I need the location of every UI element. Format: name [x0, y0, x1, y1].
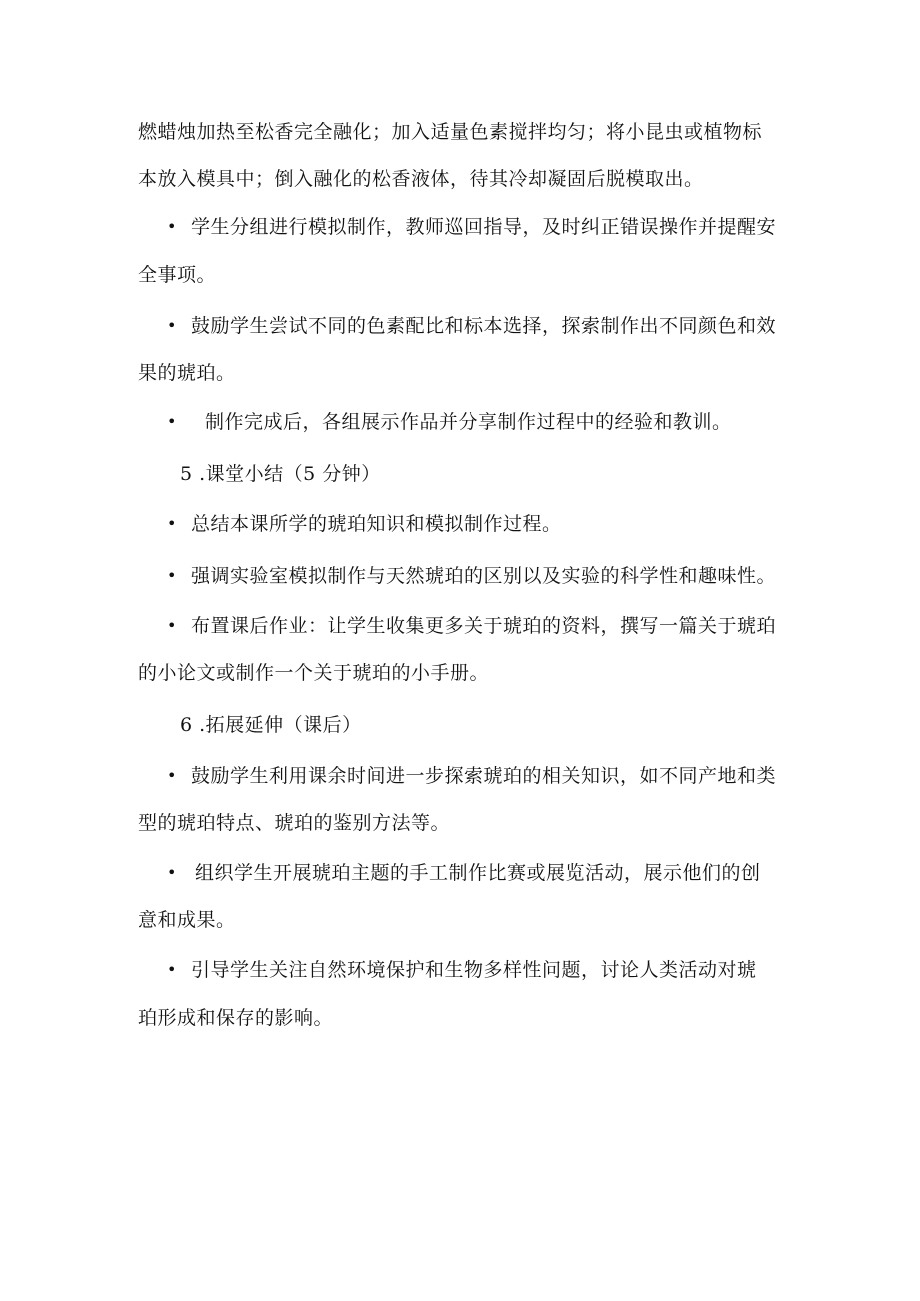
list-item-line: 鼓励学生利用课余时间进一步探索琥珀的相关知识，如不同产地和类: [191, 765, 777, 787]
bullet-icon: •: [167, 412, 177, 431]
bullet-icon: •: [167, 960, 177, 979]
bullet-icon: •: [167, 566, 177, 585]
list-item-line: 全事项。: [138, 264, 217, 286]
bullet-icon: •: [167, 316, 177, 335]
bullet-icon: •: [167, 616, 177, 635]
bullet-icon: •: [167, 217, 177, 236]
list-item-line: 鼓励学生尝试不同的色素配比和标本选择，探索制作出不同颜色和效: [191, 315, 777, 337]
list-item-line: 强调实验室模拟制作与天然琥珀的区别以及实验的科学性和趣味性。: [191, 565, 777, 587]
bullet-icon: •: [167, 863, 177, 882]
bullet-icon: •: [167, 766, 177, 785]
paragraph-line: 燃蜡烛加热至松香完全融化；加入适量色素搅拌均匀；将小昆虫或植物标: [138, 121, 763, 143]
list-item-line: 组织学生开展琥珀主题的手工制作比赛或展览活动，展示他们的创: [195, 862, 761, 884]
list-item-line: 学生分组进行模拟制作，教师巡回指导，及时纠正错误操作并提醒安: [191, 216, 777, 238]
list-item-line: 珀形成和保存的影响。: [138, 1007, 334, 1029]
list-item-line: 引导学生关注自然环境保护和生物多样性问题，讨论人类活动对琥: [191, 959, 757, 981]
paragraph-line: 本放入模具中；倒入融化的松香液体，待其冷却凝固后脱模取出。: [138, 168, 704, 190]
bullet-icon: •: [167, 514, 177, 533]
list-item-line: 制作完成后，各组展示作品并分享制作过程中的经验和教训。: [205, 411, 732, 433]
section-heading: 6 .拓展延伸（课后）: [180, 714, 362, 736]
list-item-line: 总结本课所学的琥珀知识和模拟制作过程。: [191, 513, 562, 535]
list-item-line: 型的琥珀特点、琥珀的鉴别方法等。: [138, 812, 451, 834]
section-heading: 5 .课堂小结（5 分钟）: [180, 463, 381, 485]
list-item-line: 意和成果。: [138, 909, 236, 931]
list-item-line: 果的琥珀。: [138, 362, 236, 384]
list-item-line: 布置课后作业：让学生收集更多关于琥珀的资料，撰写一篇关于琥珀: [191, 615, 777, 637]
list-item-line: 的小论文或制作一个关于琥珀的小手册。: [138, 662, 490, 684]
